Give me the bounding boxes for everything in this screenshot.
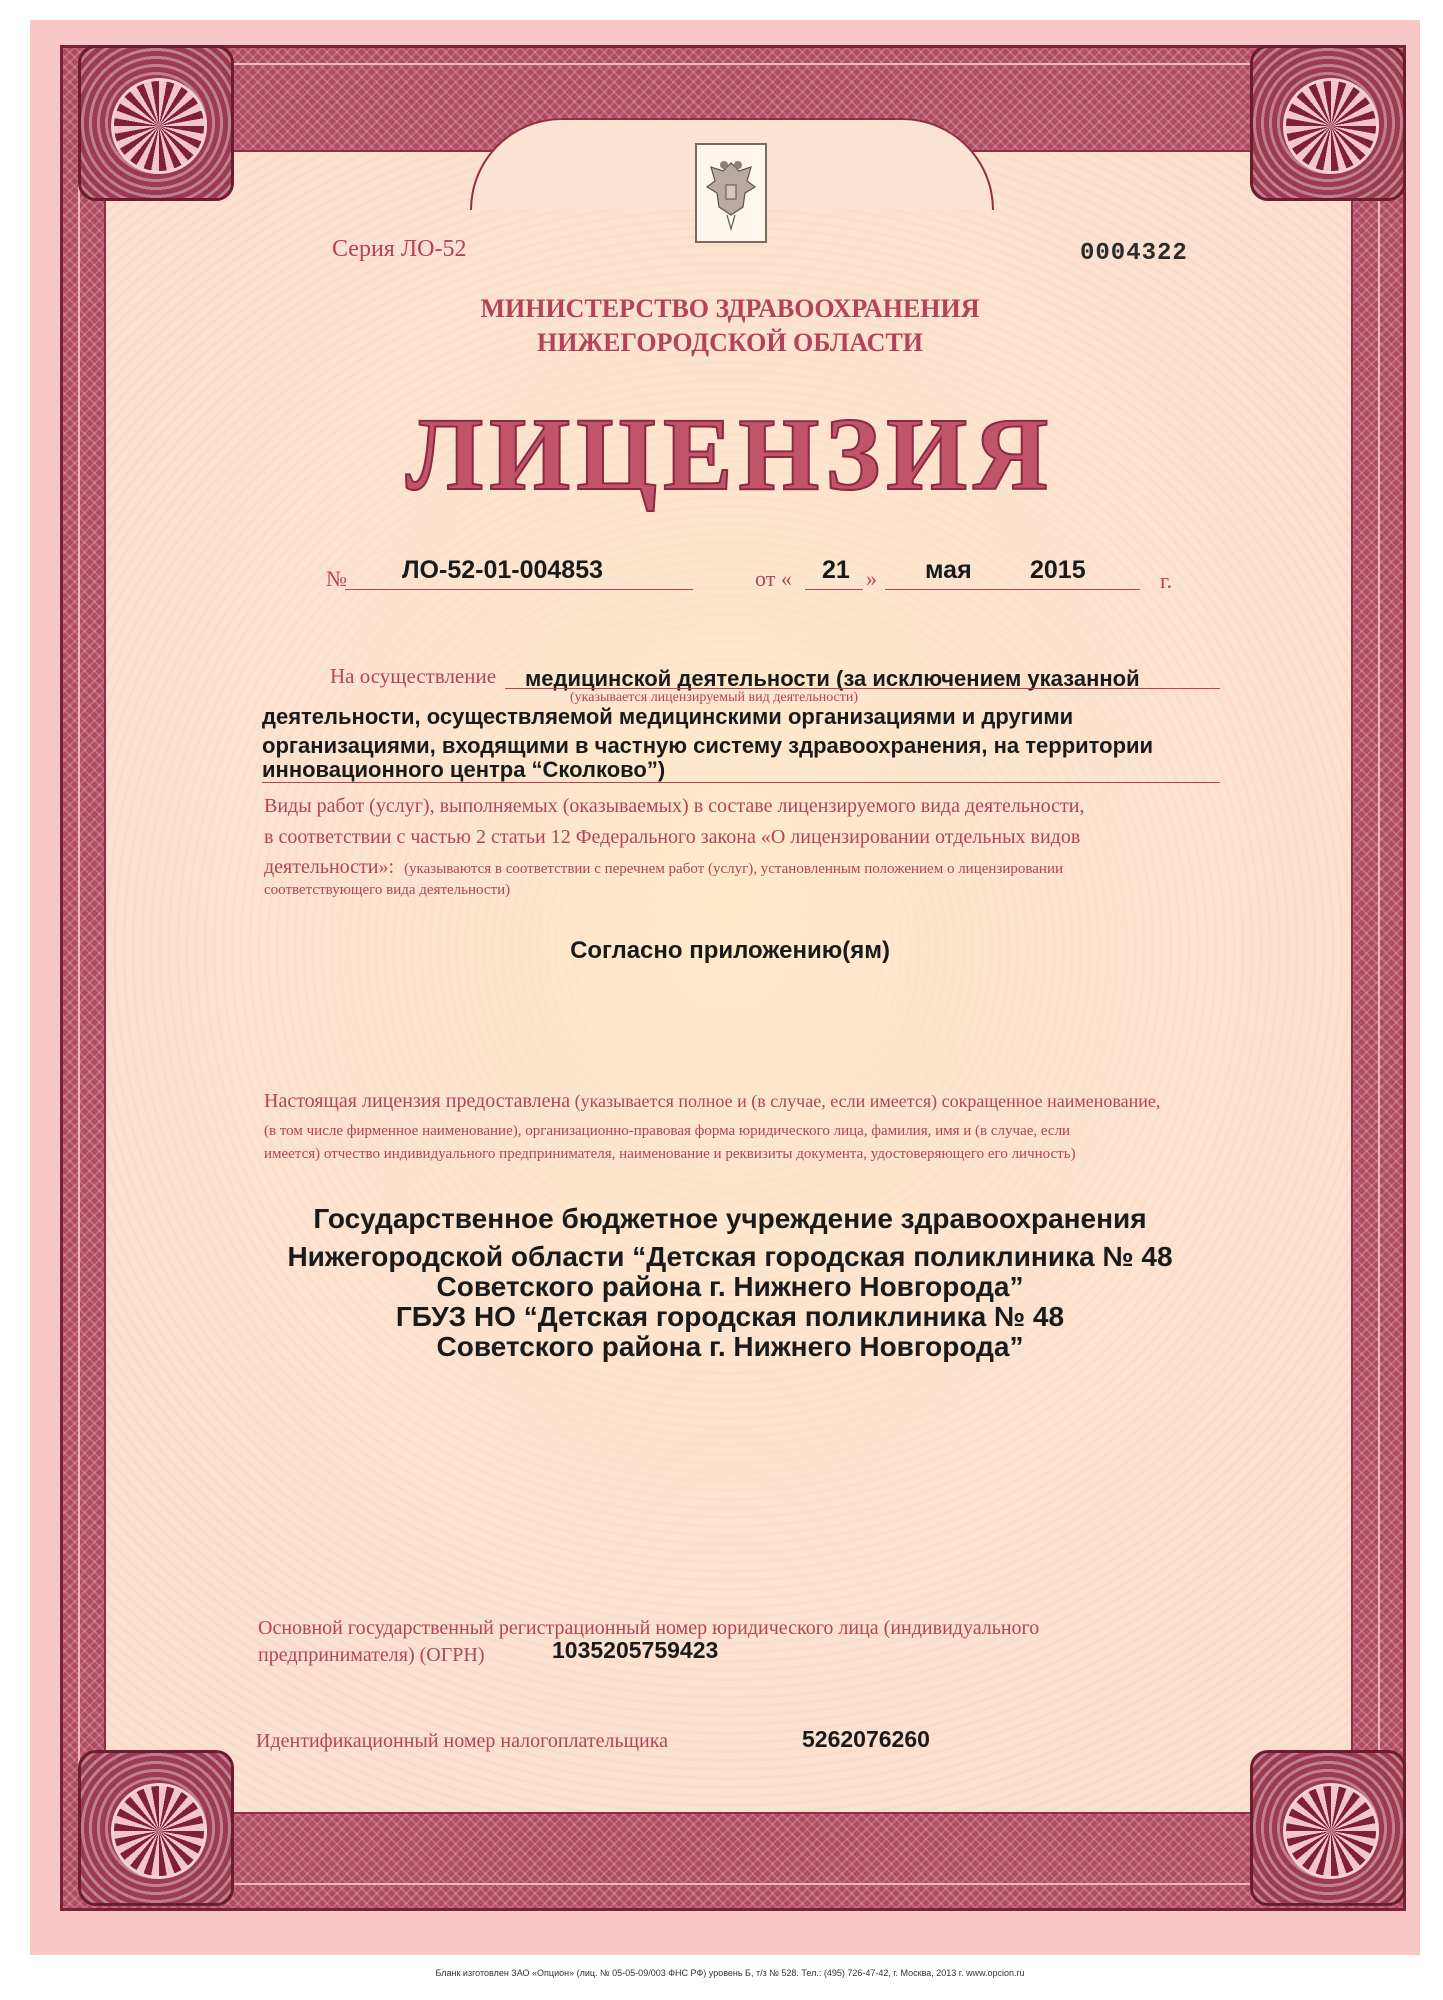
organization-line: Государственное бюджетное учреждение здравоохранения (313, 1203, 1147, 1234)
works-text-line-3 (264, 856, 1063, 879)
license-year: 2015 (1030, 556, 1086, 584)
works-text-line-1: Виды работ (услуг), выполняемых (оказываемых) в составе лицензируемого вида деятельности, (264, 795, 1085, 817)
activity-underline-1 (505, 688, 1220, 689)
corner-rosette-bottom-left (78, 1750, 234, 1906)
activity-line-4: инновационного центра “Сколково”) (262, 757, 666, 782)
ogrn-value: 1035205759423 (552, 1637, 719, 1663)
document-title: ЛИЦЕНЗИЯ (405, 397, 1055, 512)
date-quote-close: » (866, 566, 877, 591)
corner-rosette-bottom-right (1250, 1750, 1406, 1906)
inn-value: 5262076260 (802, 1726, 930, 1752)
granted-line-1-note: (указывается полное и (в случае, если имеется) сокращенное наименование, (574, 1091, 1161, 1111)
license-number-label: № (326, 566, 347, 591)
works-line-3-note: (указываются в соответствии с перечнем работ (услуг), установленным положением о лицензировании (404, 861, 1064, 877)
organization-line: Советского района г. Нижнего Новгорода” (436, 1271, 1024, 1302)
ogrn-label-line-1: Основной государственный регистрационный номер юридического лица (индивидуального (258, 1617, 1040, 1639)
month-year-underline (885, 589, 1140, 590)
organization-line: Советского района г. Нижнего Новгорода” (436, 1331, 1024, 1362)
corner-rosette-top-right (1250, 45, 1406, 201)
license-day: 21 (822, 556, 850, 584)
granted-text-line-2: (в том числе фирменное наименование), организационно-правовая форма юридического лица, фамилия, имя и (в случае, если (264, 1123, 1071, 1139)
corner-rosette-top-left (78, 45, 234, 201)
date-prefix: от « (755, 566, 792, 591)
activity-underline-4 (262, 782, 1220, 783)
ministry-line-1: МИНИСТЕРСТВО ЗДРАВООХРАНЕНИЯ (480, 294, 980, 323)
issuing-authority (0, 292, 1443, 360)
day-underline (805, 589, 863, 590)
works-text-line-4: соответствующего вида деятельности) (264, 882, 511, 898)
coat-of-arms-icon (695, 143, 767, 243)
activity-label: На осуществление (330, 664, 497, 688)
printer-footer: Бланк изготовлен ЗАО «Опцион» (лиц. № 05-05-09/003 ФНС РФ) уровень Б, т/з № 528. Тел.: (495) 726-47-42, г. Москва, 2013 г. www.opcion.ru (435, 1968, 1025, 1978)
license-number: ЛО-52-01-004853 (402, 556, 604, 584)
works-line-3-main: деятельности»: (264, 856, 395, 878)
inn-label: Идентификационный номер налогоплательщика (256, 1730, 669, 1752)
activity-line-1: медицинской деятельности (за исключением указанной (525, 666, 1140, 691)
ogrn-label-line-2: предпринимателя) (ОГРН) (258, 1644, 485, 1666)
organization-line: Нижегородской области “Детская городская поликлиника № 48 (287, 1241, 1173, 1272)
granted-text-line-3: имеется) отчество индивидуального предпринимателя, наименование и реквизиты документа, удостоверяющего его личность) (264, 1146, 1076, 1162)
works-value: Согласно приложению(ям) (570, 937, 890, 964)
activity-line-2: деятельности, осуществляемой медицинскими организациями и другими (262, 704, 1074, 729)
works-text-line-2: в соответствии с частью 2 статьи 12 Федерального закона «О лицензировании отдельных видов (264, 826, 1081, 848)
activity-hint: (указывается лицензируемый вид деятельности) (570, 690, 859, 705)
series-label: Серия ЛО-52 (332, 236, 467, 262)
ministry-line-2: НИЖЕГОРОДСКОЙ ОБЛАСТИ (536, 328, 924, 357)
organization-line: ГБУЗ НО “Детская городская поликлиника № 48 (395, 1301, 1065, 1332)
license-number-underline (345, 589, 693, 590)
activity-line-3: организациями, входящими в частную систему здравоохранения, на территории (262, 733, 1154, 758)
year-suffix: г. (1160, 568, 1173, 593)
license-month: мая (925, 556, 972, 584)
granted-line-1-main: Настоящая лицензия предоставлена (264, 1090, 571, 1112)
serial-number: 0004322 (1080, 240, 1188, 267)
granted-text-line-1 (264, 1090, 1160, 1113)
